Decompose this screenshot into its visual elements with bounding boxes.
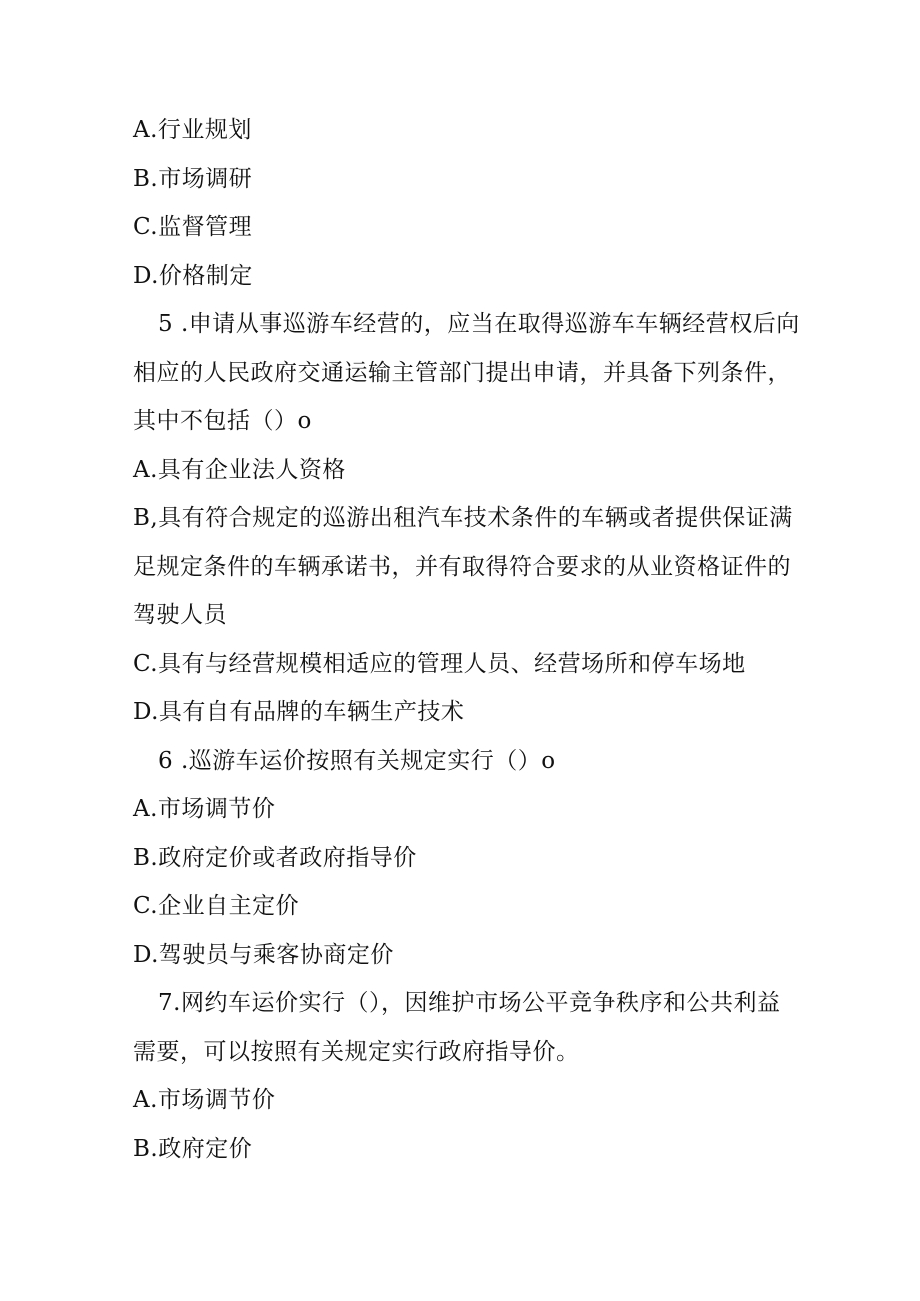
q5-option-b-line-3: 驾驶人员 — [133, 602, 227, 628]
q5-option-b-line-1: B,具有符合规定的巡游出租汽车技术条件的车辆或者提供保证满 — [133, 505, 793, 531]
q6-stem: 6 .巡游车运价按照有关规定实行（）o — [158, 748, 556, 774]
q7-option-b: B.政府定价 — [133, 1136, 253, 1162]
q6-option-a: A.市场调节价 — [133, 796, 276, 822]
q5-stem-line-3: 其中不包括（）o — [133, 408, 312, 434]
q7-stem-line-2: 需要，可以按照有关规定实行政府指导价。 — [133, 1039, 580, 1065]
q6-option-b: B.政府定价或者政府指导价 — [133, 845, 417, 871]
q4-option-a: A.行业规划 — [133, 117, 252, 143]
q7-option-a: A.市场调节价 — [133, 1087, 276, 1113]
q5-stem-line-1: 5 .申请从事巡游车经营的，应当在取得巡游车车辆经营权后向 — [158, 311, 800, 337]
q5-option-b-line-2: 足规定条件的车辆承诺书，并有取得符合要求的从业资格证件的 — [133, 554, 791, 580]
q5-option-a: A.具有企业法人资格 — [133, 457, 346, 483]
q5-option-d: D.具有自有品牌的车辆生产技术 — [133, 699, 465, 725]
q4-option-c: C.监督管理 — [133, 214, 253, 240]
q5-option-c: C.具有与经营规模相适应的管理人员、经营场所和停车场地 — [133, 651, 746, 677]
q4-option-b: B.市场调研 — [133, 166, 253, 192]
q5-stem-line-2: 相应的人民政府交通运输主管部门提出申请，并具备下列条件， — [133, 360, 791, 386]
q4-option-d: D.价格制定 — [133, 263, 253, 289]
q6-option-d: D.驾驶员与乘客协商定价 — [133, 942, 394, 968]
q6-option-c: C.企业自主定价 — [133, 893, 300, 919]
q7-stem-line-1: 7.网约车运价实行（），因维护市场公平竞争秩序和公共利益 — [158, 990, 781, 1016]
